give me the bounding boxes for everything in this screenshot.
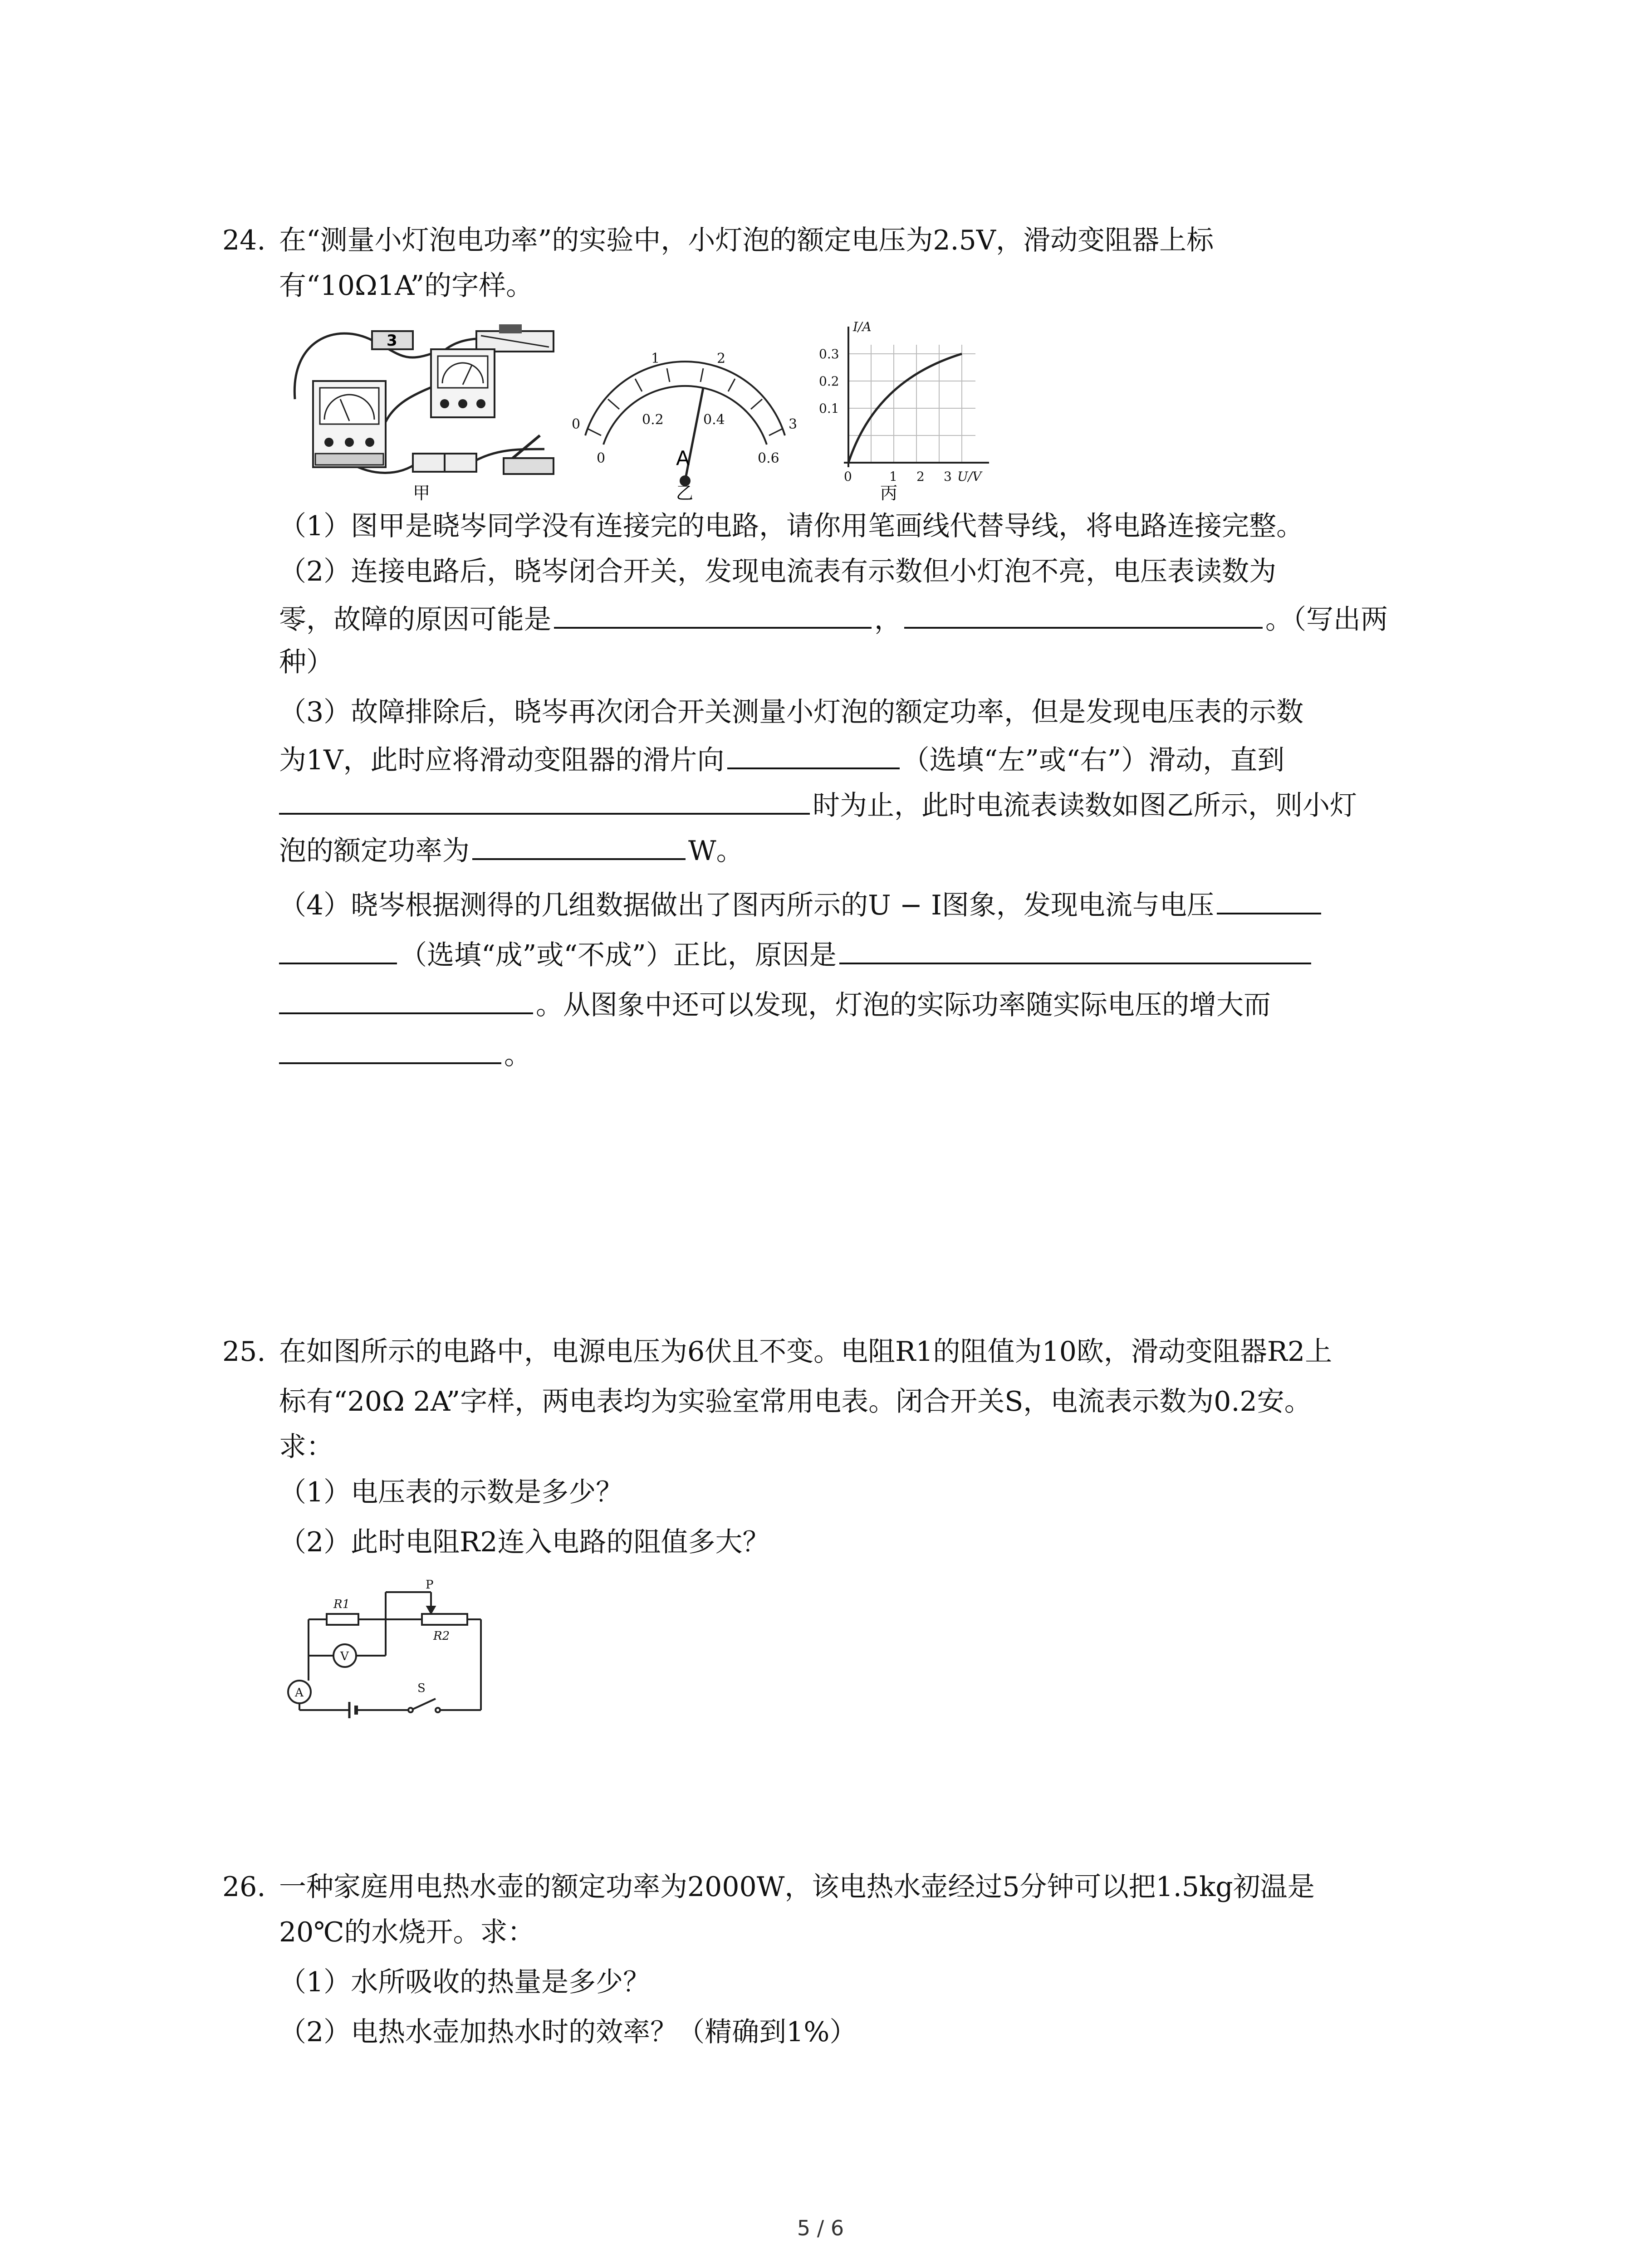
svg-text:3: 3 (387, 332, 397, 350)
q25-label-p: P (426, 1579, 434, 1592)
q24-part3-line2: 为1V，此时应将滑动变阻器的滑片向 （选填“左”或“右”）滑动，直到 (279, 739, 1284, 778)
q24-figure-yi-label: 乙 (676, 483, 694, 503)
q26-part2: （2）电热水壶加热水时的效率？（精确到1%） (279, 2016, 857, 2048)
meter-bottom-tick-2: 0.4 (703, 412, 725, 428)
q26-line1: 一种家庭用电热水壶的额定功率为2000W，该电热水壶经过5分钟可以把1.5kg初温是 (279, 1871, 1315, 1903)
graph-x-label: U/V (957, 469, 982, 484)
graph-y-label: I/A (853, 319, 872, 334)
graph-x-tick-0: 0 (844, 469, 852, 484)
q25-label-a: A (295, 1686, 304, 1700)
q24-part3-line3: 时为止，此时电流表读数如图乙所示，则小灯 (279, 785, 1357, 824)
q24-part2-line3: 种） (279, 646, 333, 678)
q24-part4-line3: 。从图象中还可以发现，灯泡的实际功率随实际电压的增大而 (279, 984, 1271, 1023)
q26-line2: 20℃的水烧开。求： (279, 1916, 535, 1948)
page-number: 5 / 6 (797, 2216, 844, 2240)
meter-top-tick-2: 2 (717, 351, 726, 367)
q25-part1: （1）电压表的示数是多少？ (279, 1476, 623, 1508)
meter-top-tick-0: 0 (572, 416, 581, 432)
meter-unit: A (676, 447, 690, 470)
q24-blank-fault-1[interactable] (554, 599, 872, 629)
q26-number: 26. (222, 1871, 266, 1903)
meter-top-tick-3: 3 (789, 416, 798, 432)
meter-bottom-tick-0: 0 (597, 450, 606, 466)
q24-figure-jia-label: 甲 (413, 483, 431, 503)
q24-blank-rated-power[interactable] (472, 830, 686, 860)
graph-x-tick-2: 2 (916, 469, 925, 484)
q24-part1: （1）图甲是晓岑同学没有连接完的电路，请你用笔画线代替导线，将电路连接完整。 (279, 510, 1304, 542)
graph-y-tick-1: 0.2 (819, 374, 839, 389)
q24-line2: 有“10Ω1A”的字样。 (279, 270, 534, 302)
q24-part2-line1: （2）连接电路后，晓岑闭合开关，发现电流表有示数但小灯泡不亮，电压表读数为 (279, 556, 1277, 587)
q24-part4-line4: 。 (279, 1034, 531, 1073)
q25-line2: 标有“20Ω 2A”字样，两电表均为实验室常用电表。闭合开关S，电流表示数为0.2安。 (279, 1386, 1312, 1418)
q25-label-r2: R2 (433, 1629, 450, 1643)
meter-top-tick-1: 1 (651, 351, 660, 367)
q24-part4-line2: （选填“成”或“不成”）正比，原因是 (279, 934, 1314, 973)
q24-part2-line2: 零，故障的原因可能是 ， 。（写出两 (279, 599, 1388, 638)
q24-figure-jia (281, 313, 563, 503)
q25-number: 25. (222, 1336, 266, 1368)
q24-blank-proportional-a[interactable] (1217, 885, 1321, 914)
q25-line1: 在如图所示的电路中，电源电压为6伏且不变。电阻R1的阻值为10欧，滑动变阻器R2上 (279, 1336, 1332, 1368)
q24-blank-fault-2[interactable] (904, 599, 1263, 629)
q24-blank-direction[interactable] (727, 739, 900, 769)
q24-figure-bing-label: 丙 (880, 483, 898, 503)
graph-y-tick-0: 0.3 (819, 347, 839, 362)
q24-figure-yi (567, 345, 803, 503)
q24-part3-line4: 泡的额定功率为 W。 (279, 830, 744, 869)
q24-line1: 在“测量小灯泡电功率”的实验中，小灯泡的额定电压为2.5V，滑动变阻器上标 (279, 225, 1214, 256)
graph-x-tick-3: 3 (944, 469, 952, 484)
q25-label-r1: R1 (333, 1598, 350, 1611)
q25-part2: （2）此时电阻R2连入电路的阻值多大？ (279, 1526, 770, 1558)
q24-part3-line1: （3）故障排除后，晓岑再次闭合开关测量小灯泡的额定功率，但是发现电压表的示数 (279, 696, 1304, 728)
meter-bottom-tick-3: 0.6 (758, 450, 779, 466)
q24-blank-reason-b[interactable] (279, 984, 533, 1014)
graph-x-tick-1: 1 (889, 469, 897, 484)
graph-y-tick-2: 0.1 (819, 401, 839, 416)
q25-circuit-figure (281, 1579, 485, 1728)
meter-bottom-tick-1: 0.2 (642, 412, 664, 428)
q24-number: 24. (222, 225, 266, 256)
q25-line3: 求： (279, 1431, 333, 1463)
q25-label-v: V (340, 1650, 349, 1663)
q24-blank-condition[interactable] (279, 785, 810, 815)
q25-label-s: S (417, 1681, 426, 1695)
q24-blank-power-trend[interactable] (279, 1034, 501, 1064)
q24-blank-reason-a[interactable] (839, 934, 1311, 964)
q24-part4-line1: （4）晓岑根据测得的几组数据做出了图丙所示的U − I图象，发现电流与电压 (279, 885, 1324, 924)
q24-blank-proportional-b[interactable] (279, 934, 397, 964)
q24-figure-bing (812, 318, 1003, 503)
q26-part1: （1）水所吸收的热量是多少？ (279, 1966, 651, 1998)
